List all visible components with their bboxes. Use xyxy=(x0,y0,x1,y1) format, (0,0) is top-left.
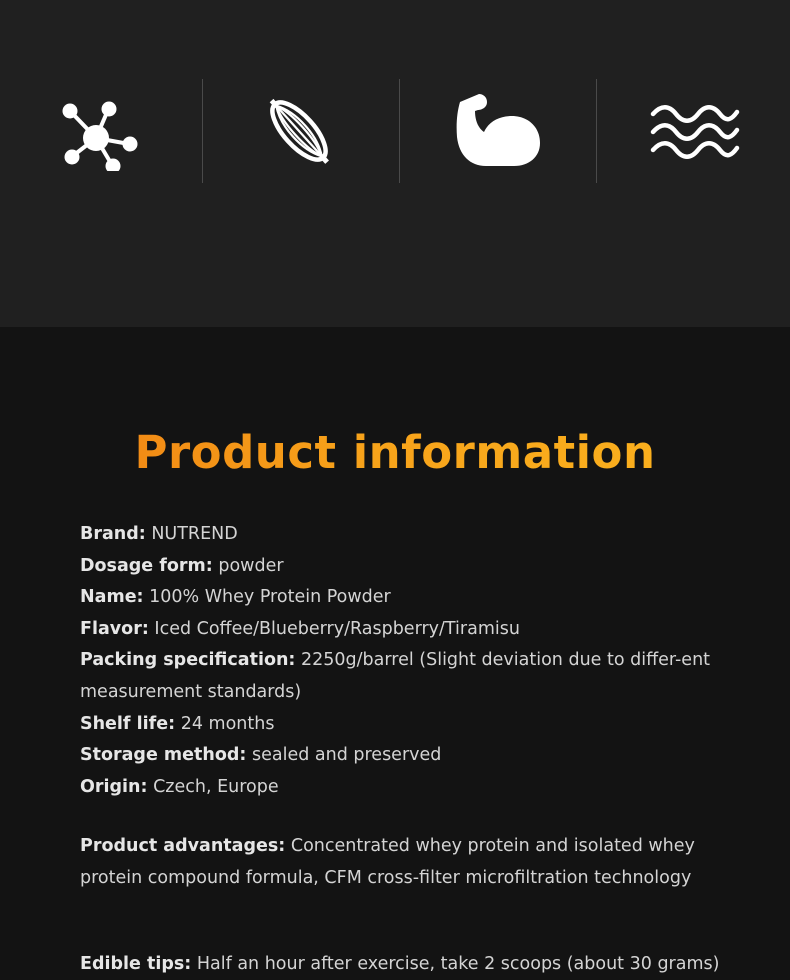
molecule-icon xyxy=(59,91,139,171)
feature-icons-band xyxy=(0,0,790,327)
waves-icon xyxy=(650,100,740,162)
section-title: Product information xyxy=(0,422,790,484)
detail-name xyxy=(80,582,732,614)
muscle-fiber-icon xyxy=(256,88,342,174)
edible-tips xyxy=(80,949,732,980)
feature-cell-flexed-arm xyxy=(400,78,597,183)
detail-value: 100% Whey Protein Powder xyxy=(149,587,391,608)
detail-brand xyxy=(80,519,732,551)
detail-value: NUTREND xyxy=(151,524,238,544)
advantages-text: Concentrated whey protein and isolated whey protein compound formula, CFM cross-filter microfiltration technology xyxy=(80,836,695,888)
feature-cell-waves xyxy=(596,78,790,183)
detail-value: Iced Coffee/Blueberry/Raspberry/Tiramisu xyxy=(154,618,520,639)
detail-dosage-form xyxy=(80,551,732,583)
detail-value: 24 months xyxy=(180,713,275,734)
detail-label: Origin: xyxy=(80,776,148,797)
detail-label: Dosage form: xyxy=(80,555,213,576)
edible-tips-label: Edible tips: xyxy=(80,953,192,974)
detail-label: Packing specification: xyxy=(80,650,296,671)
product-info xyxy=(80,519,732,980)
edible-tips-text: Half an hour after exercise, take 2 scoops (about 30 grams) xyxy=(196,953,720,974)
feature-cell-muscle-fiber xyxy=(200,78,397,183)
detail-flavor xyxy=(80,614,732,646)
detail-value: Czech, Europe xyxy=(153,776,279,797)
detail-value: 2250g/barrel (Slight deviation due to differ-ent measurement standards) xyxy=(80,650,711,702)
detail-label: Flavor: xyxy=(80,618,149,639)
detail-label: Brand: xyxy=(80,524,146,544)
detail-origin xyxy=(80,772,732,804)
feature-cell-molecule xyxy=(0,78,197,183)
detail-storage xyxy=(80,740,732,772)
detail-label: Name: xyxy=(80,587,144,608)
spacer xyxy=(80,895,732,949)
detail-value: powder xyxy=(218,555,284,576)
detail-packing xyxy=(80,645,732,708)
advantages-label: Product advantages: xyxy=(80,836,286,857)
flexed-arm-icon xyxy=(456,94,542,168)
detail-shelf-life xyxy=(80,709,732,741)
detail-label: Storage method: xyxy=(80,745,247,766)
detail-label: Shelf life: xyxy=(80,713,176,734)
product-advantages xyxy=(80,831,732,894)
detail-value: sealed and preserved xyxy=(251,745,442,766)
spacer xyxy=(80,803,732,831)
